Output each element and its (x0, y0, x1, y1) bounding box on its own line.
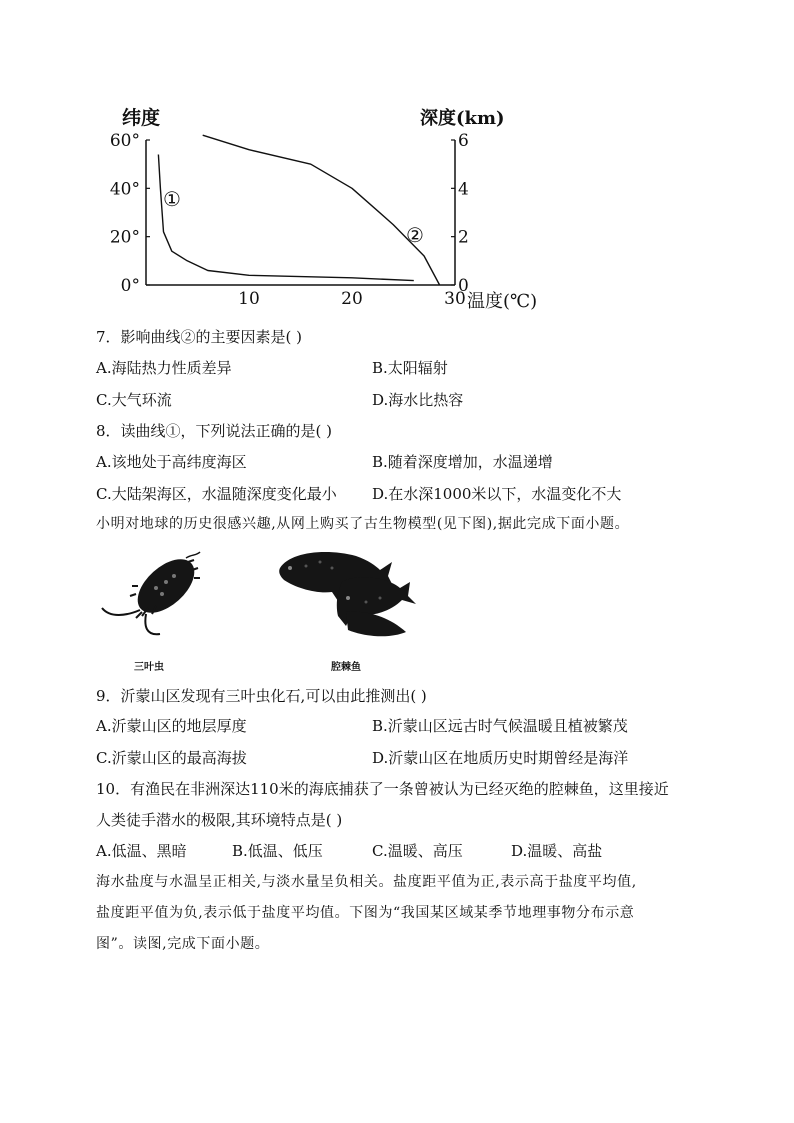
question-10-stem-line-2: 人类徒手潜水的极限,其环境特点是( ) (96, 811, 343, 829)
q8-option-c: C.大陆架海区，水温随深度变化最小 (96, 485, 337, 503)
left-tick-label: 20° (109, 227, 140, 248)
question-7-stem: 7．影响曲线②的主要因素是( ) (96, 328, 303, 346)
series-curve-2 (203, 135, 440, 285)
left-tick-label: 0° (120, 276, 140, 296)
trilobite-image (96, 548, 212, 643)
series-curve-1 (158, 155, 413, 281)
q9-option-d: D.沂蒙山区在地质历史时期曾经是海洋 (372, 749, 629, 767)
series-label-2: ② (406, 223, 424, 247)
salinity-intro-line-2: 盐度距平值为负,表示低于盐度平均值。下图为“我国某区域某季节地理事物分布示意 (96, 905, 635, 921)
right-axis-title: 深度(km) (420, 108, 505, 129)
temperature-latitude-depth-chart (0, 0, 794, 320)
x-tick-label: 10 (238, 289, 260, 309)
left-tick-label: 60° (109, 131, 140, 151)
left-tick-label: 40° (109, 179, 140, 200)
question-10-stem-line-1: 10．有渔民在非洲深达110米的海底捕获了一条曾被认为已经灭绝的腔棘鱼，这里接近 (96, 780, 669, 798)
right-tick-label: 6 (458, 131, 469, 151)
q7-option-b: B.太阳辐射 (372, 359, 448, 377)
left-axis-title: 纬度 (122, 107, 161, 129)
right-tick-label: 4 (458, 179, 469, 200)
q9-option-a: A.沂蒙山区的地层厚度 (96, 717, 247, 735)
q8-option-b: B.随着深度增加，水温递增 (372, 453, 553, 471)
q9-option-c: C.沂蒙山区的最高海拔 (96, 749, 247, 767)
q10-option-d: D.温暖、高盐 (511, 842, 603, 860)
q10-option-a: A.低温、黑暗 (96, 842, 187, 860)
series-label-1: ① (163, 187, 181, 211)
question-8-stem: 8．读曲线①，下列说法正确的是( ) (96, 422, 333, 440)
q9-option-b: B.沂蒙山区远古时气候温暖且植被繁茂 (372, 717, 628, 735)
coelacanth-image (276, 542, 426, 650)
q10-option-c: C.温暖、高压 (372, 842, 463, 860)
question-9-stem: 9．沂蒙山区发现有三叶虫化石,可以由此推测出( ) (96, 687, 427, 705)
q7-option-a: A.海陆热力性质差异 (96, 359, 232, 377)
q10-option-b: B.低温、低压 (232, 842, 323, 860)
fossil-intro: 小明对地球的历史很感兴趣,从网上购买了古生物模型(见下图),据此完成下面小题。 (96, 516, 630, 532)
salinity-intro-line-3: 图”。读图,完成下面小题。 (96, 936, 270, 952)
x-tick-label: 20 (341, 289, 363, 309)
x-axis-title: 温度(℃) (467, 291, 538, 312)
salinity-intro-line-1: 海水盐度与水温呈正相关,与淡水量呈负相关。盐度距平值为正,表示高于盐度平均值, (96, 874, 637, 890)
x-tick-label: 30 (444, 289, 466, 309)
coelacanth-label: 腔棘鱼 (331, 662, 361, 673)
q8-option-d: D.在水深1000米以下，水温变化不大 (372, 485, 622, 503)
q7-option-c: C.大气环流 (96, 391, 172, 409)
q8-option-a: A.该地处于高纬度海区 (96, 453, 247, 471)
right-tick-label: 0 (458, 276, 469, 296)
right-tick-label: 2 (458, 227, 469, 248)
trilobite-label: 三叶虫 (134, 662, 164, 673)
q7-option-d: D.海水比热容 (372, 391, 464, 409)
